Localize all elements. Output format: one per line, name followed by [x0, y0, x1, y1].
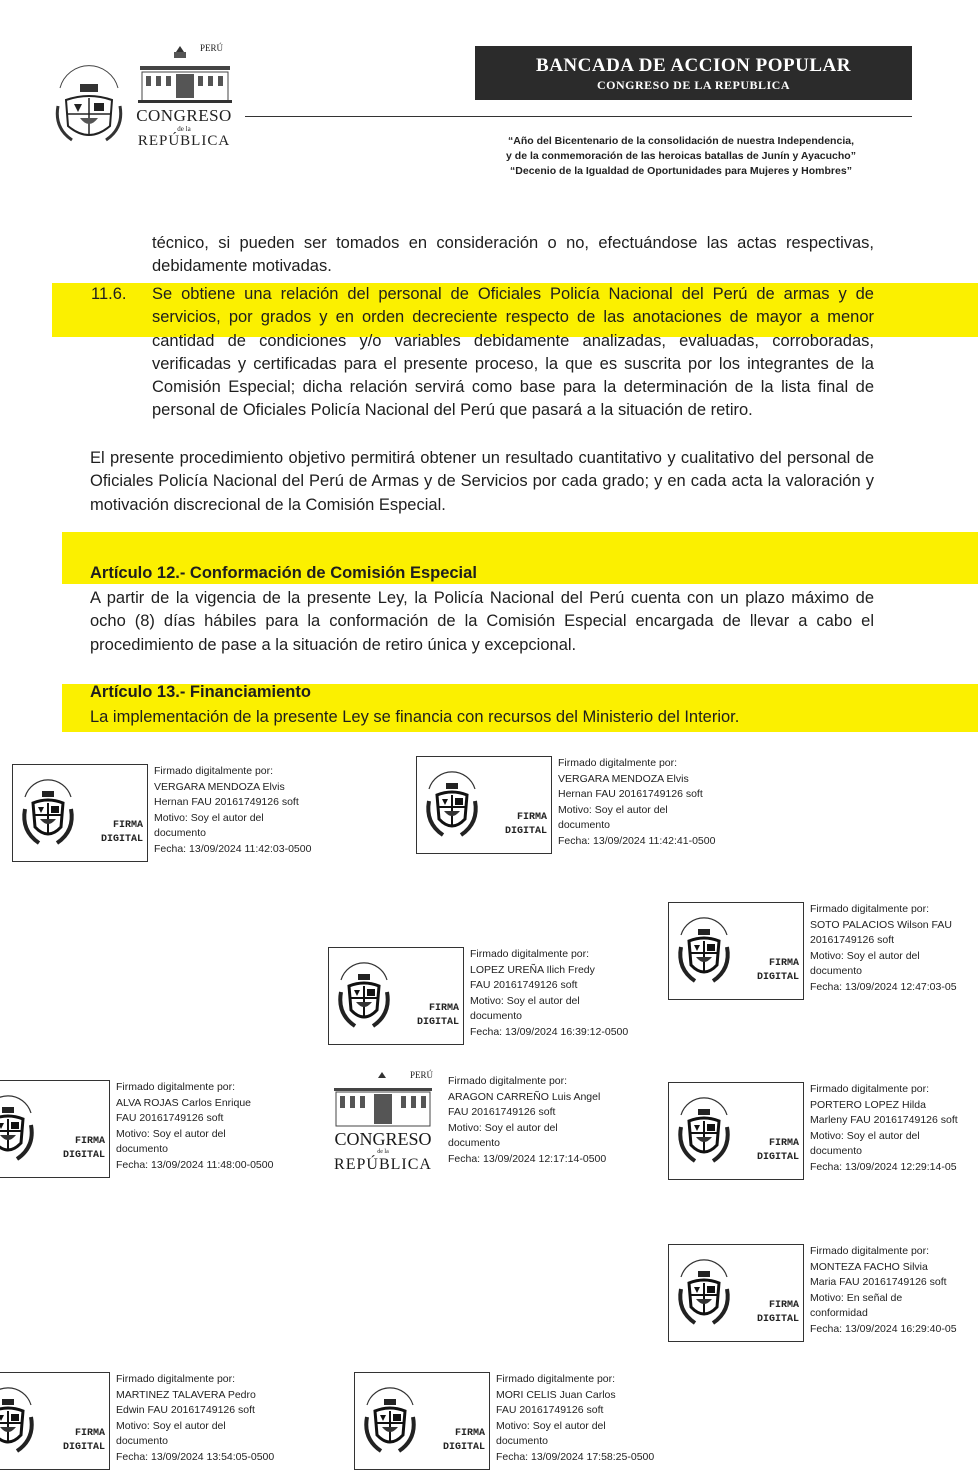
congreso-line1: CONGRESO	[136, 106, 232, 125]
firma-digital-label	[63, 1135, 105, 1163]
signature-line: documento	[116, 1435, 168, 1447]
firma-digital-stamp	[668, 902, 804, 1000]
signature-line: Firmado digitalmente por:	[496, 1373, 616, 1385]
signature-line: Fecha: 13/09/2024 13:54:05-0500	[116, 1450, 275, 1463]
firma-digital-stamp	[416, 756, 552, 854]
header-divider	[245, 116, 912, 117]
congreso-stamp-logo	[326, 1070, 440, 1173]
signature-line: Marleny FAU 20161749126 soft	[810, 1114, 958, 1126]
signature-line: Fecha: 13/09/2024 12:17:14-0500	[448, 1152, 607, 1165]
signature-details	[448, 1074, 606, 1167]
signature-line: Firmado digitalmente por:	[470, 948, 590, 960]
firma-digital-label	[63, 1427, 105, 1455]
signature-line: Firmado digitalmente por:	[810, 1245, 930, 1257]
congreso-stamp-line1: CONGRESO	[334, 1129, 432, 1149]
digital-word: DIGITAL	[756, 972, 799, 983]
firma-digital-stamp	[0, 1372, 110, 1470]
quote-line: “Decenio de la Igualdad de Oportunidades para Mujeres y Hombres”	[510, 165, 852, 177]
signature-line: Maria FAU 20161749126 soft	[810, 1276, 947, 1288]
official-year-quotes	[470, 134, 892, 179]
signature-line: Motivo: Soy el autor del	[810, 1129, 920, 1142]
firma-digital-label	[417, 1002, 459, 1030]
firma-digital-stamp	[668, 1082, 804, 1180]
firma-digital-label	[757, 957, 799, 985]
signature-line: documento	[116, 1143, 168, 1155]
signature-line: Fecha: 13/09/2024 11:42:03-0500	[154, 842, 312, 855]
firma-digital-label	[757, 1299, 799, 1327]
summary-paragraph: El presente procedimiento objetivo permitirá obtener un resultado cuantitativo y cualitativo del personal de Oficiales Policía Nacional del Perú de Armas y de Servicios por cada grado; y en cada acta la valoración y motivación discrecional de la Comisión Especial.	[90, 449, 874, 514]
firma-digital-label	[443, 1427, 485, 1455]
firma-digital-label	[101, 819, 143, 847]
signature-line: Motivo: Soy el autor del	[448, 1121, 558, 1134]
signature-line: Motivo: Soy el autor del	[558, 803, 668, 816]
signature-line: Motivo: Soy el autor del	[470, 994, 580, 1007]
item-number: 11.6.	[91, 285, 127, 303]
signature-line: SOTO PALACIOS Wilson FAU	[810, 918, 952, 931]
congreso-peru-label: PERÚ	[200, 43, 224, 53]
signature-line: documento	[470, 1010, 522, 1022]
congreso-line3: REPÚBLICA	[137, 133, 231, 149]
congreso-stamp-line3: REPÚBLICA	[334, 1156, 432, 1173]
quote-line: y de la conmemoración de las heroicas batallas de Junín y Ayacucho”	[506, 150, 856, 162]
signature-line: Fecha: 13/09/2024 12:29:14-05	[810, 1160, 957, 1173]
signature-details	[558, 756, 715, 849]
congreso-wordmark	[128, 106, 240, 150]
signature-line: Motivo: Soy el autor del	[810, 949, 920, 962]
digital-word: DIGITAL	[62, 1150, 105, 1161]
digital-word: DIGITAL	[756, 1314, 799, 1325]
art12-heading: Artículo 12.- Conformación de Comisión Especial	[90, 564, 477, 582]
firma-word: FIRMA	[428, 1003, 459, 1014]
item-11-6-paragraph: Se obtiene una relación del personal de Oficiales Policía Nacional del Perú de armas y de servicios, por grados y en orden decreciente respecto de las anotaciones de mayor a menor cantidad de condiciones y/o variables debidamente analizadas, evaluadas, corroboradas, verificadas y certificadas para el presente proceso, la que es suscrita por los integrantes de la Comisión Especial; dicha relación servirá como base para la determinación de la lista final de personal de Oficiales Policía Nacional del Perú que pasará a la situación de retiro.	[152, 285, 874, 420]
signature-line: ARAGON CARREÑO Luis Angel	[448, 1090, 601, 1103]
digital-word: DIGITAL	[504, 826, 547, 837]
signature-line: 20161749126 soft	[810, 934, 895, 946]
digital-word: DIGITAL	[416, 1017, 459, 1028]
bancada-banner	[475, 46, 912, 100]
banner-subtitle: CONGRESO DE LA REPUBLICA	[596, 78, 791, 92]
firma-digital-label	[505, 811, 547, 839]
firma-word: FIRMA	[516, 812, 547, 823]
signature-line: Motivo: Soy el autor del	[154, 811, 264, 824]
signature-line: VERGARA MENDOZA Elvis	[558, 772, 689, 785]
signature-line: LOPEZ UREÑA Ilich Fredy	[470, 963, 595, 976]
signature-line: FAU 20161749126 soft	[470, 979, 578, 991]
digital-word: DIGITAL	[442, 1442, 485, 1453]
signature-line: Edwin FAU 20161749126 soft	[116, 1404, 255, 1416]
digital-word: DIGITAL	[62, 1442, 105, 1453]
signature-line: Firmado digitalmente por:	[810, 1083, 930, 1095]
firma-digital-label	[757, 1137, 799, 1165]
digital-word: DIGITAL	[100, 834, 143, 845]
signature-line: Motivo: En señal de	[810, 1291, 903, 1304]
signature-details	[154, 764, 311, 857]
signature-details	[116, 1372, 274, 1465]
signature-line: Firmado digitalmente por:	[558, 757, 678, 769]
signature-line: Motivo: Soy el autor del	[116, 1419, 226, 1432]
signature-line: documento	[558, 819, 610, 831]
signature-line: documento	[154, 827, 206, 839]
signature-line: Firmado digitalmente por:	[116, 1081, 236, 1093]
signature-line: Firmado digitalmente por:	[448, 1075, 568, 1087]
signature-line: FAU 20161749126 soft	[496, 1404, 604, 1416]
signature-line: Firmado digitalmente por:	[810, 903, 930, 915]
signature-line: MORI CELIS Juan Carlos	[496, 1388, 616, 1401]
signature-line: Motivo: Soy el autor del	[116, 1127, 226, 1140]
firma-digital-stamp	[354, 1372, 490, 1470]
firma-word: FIRMA	[112, 820, 143, 831]
firma-word: FIRMA	[768, 1138, 799, 1149]
firma-word: FIRMA	[768, 1300, 799, 1311]
art13-paragraph: La implementación de la presente Ley se financia con recursos del Ministerio del Interior.	[90, 708, 740, 726]
signature-line: documento	[810, 965, 862, 977]
signature-details	[810, 1244, 957, 1337]
signature-line: MARTINEZ TALAVERA Pedro	[116, 1388, 256, 1401]
signature-line: Fecha: 13/09/2024 11:42:41-0500	[558, 834, 716, 847]
banner-title: BANCADA DE ACCION POPULAR	[536, 55, 851, 76]
art13-heading: Artículo 13.- Financiamiento	[90, 683, 311, 701]
firma-digital-stamp	[0, 1080, 110, 1178]
signature-line: FAU 20161749126 soft	[448, 1106, 556, 1118]
signature-line: Hernan FAU 20161749126 soft	[558, 788, 703, 800]
signature-details	[810, 902, 957, 995]
signature-line: documento	[496, 1435, 548, 1447]
signature-line: Fecha: 13/09/2024 17:58:25-0500	[496, 1450, 655, 1463]
signature-details	[810, 1082, 958, 1175]
signature-line: PORTERO LOPEZ Hilda	[810, 1098, 926, 1111]
art12-paragraph: A partir de la vigencia de la presente Ley, la Policía Nacional del Perú cuenta con un plazo máximo de ocho (8) días hábiles para la conformación de la Comisión Especial encargada de llevar a cabo el procedimiento de pase a la situación de retiro única y excepcional.	[90, 589, 874, 654]
continuation-paragraph: técnico, si pueden ser tomados en consideración o no, efectuándose las actas respectivas, debidamente motivadas.	[152, 234, 874, 276]
signature-line: Fecha: 13/09/2024 12:47:03-05	[810, 980, 957, 993]
signature-line: Fecha: 13/09/2024 11:48:00-0500	[116, 1158, 274, 1171]
firma-word: FIRMA	[74, 1136, 105, 1147]
signature-line: Hernan FAU 20161749126 soft	[154, 796, 299, 808]
signature-line: documento	[810, 1145, 862, 1157]
congreso-stamp-line2: de la	[377, 1149, 389, 1155]
signature-details	[116, 1080, 273, 1173]
firma-word: FIRMA	[74, 1428, 105, 1439]
digital-word: DIGITAL	[756, 1152, 799, 1163]
quote-line: “Año del Bicentenario de la consolidación de nuestra Independencia,	[508, 135, 854, 147]
signature-details	[496, 1372, 654, 1465]
signature-line: conformidad	[810, 1307, 868, 1319]
coat-of-arms-seal	[52, 48, 126, 148]
signature-details	[470, 947, 628, 1040]
signature-line: Firmado digitalmente por:	[154, 765, 274, 777]
signature-line: Firmado digitalmente por:	[116, 1373, 236, 1385]
signature-line: Fecha: 13/09/2024 16:39:12-0500	[470, 1025, 629, 1038]
congreso-stamp-peru: PERÚ	[410, 1070, 434, 1080]
firma-word: FIRMA	[768, 958, 799, 969]
firma-digital-stamp	[328, 947, 464, 1045]
signature-line: ALVA ROJAS Carlos Enrique	[116, 1096, 252, 1109]
congreso-line2: de la	[177, 125, 191, 133]
firma-digital-stamp	[668, 1244, 804, 1342]
signature-line: Fecha: 13/09/2024 16:29:40-05	[810, 1322, 957, 1335]
signature-line: VERGARA MENDOZA Elvis	[154, 780, 285, 793]
firma-word: FIRMA	[454, 1428, 485, 1439]
signature-line: documento	[448, 1137, 500, 1149]
signature-line: Motivo: Soy el autor del	[496, 1419, 606, 1432]
signature-line: FAU 20161749126 soft	[116, 1112, 224, 1124]
firma-digital-stamp	[12, 764, 148, 862]
signature-line: MONTEZA FACHO Silvia	[810, 1260, 928, 1273]
